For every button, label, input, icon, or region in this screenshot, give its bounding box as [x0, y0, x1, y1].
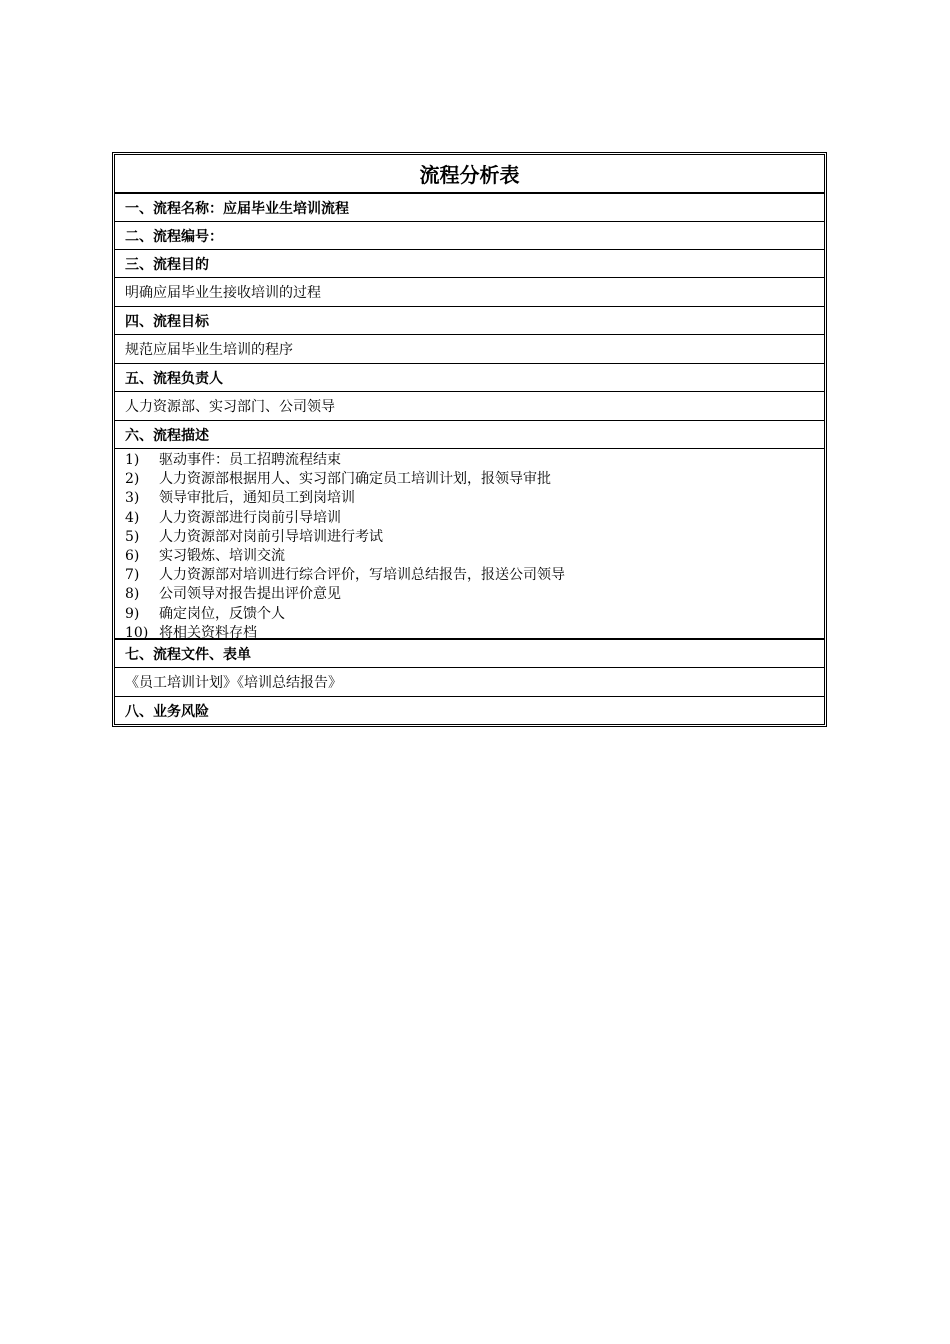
process-owner-content-row	[115, 391, 824, 420]
step-number: 3)	[125, 490, 140, 507]
process-purpose-heading: 三、流程目的	[125, 256, 209, 273]
step-text: 驱动事件：员工招聘流程结束	[159, 452, 341, 468]
list-item	[125, 585, 814, 604]
step-number: 8)	[125, 586, 140, 603]
process-files-heading: 七、流程文件、表单	[125, 646, 251, 663]
step-text: 人力资源部根据用人、实习部门确定员工培训计划，报领导审批	[159, 471, 551, 488]
process-number-row	[115, 221, 824, 249]
list-item	[125, 528, 814, 547]
step-number: 6)	[125, 547, 140, 564]
step-text: 人力资源部进行岗前引导培训	[159, 509, 341, 526]
process-description-row	[115, 420, 824, 448]
process-owner-text: 人力资源部、实习部门、公司领导	[125, 399, 335, 415]
process-owner-heading: 五、流程负责人	[125, 370, 223, 387]
process-name-heading: 一、流程名称：应届毕业生培训流程	[125, 200, 349, 217]
list-item	[125, 547, 814, 566]
business-risk-row	[115, 696, 824, 724]
step-text: 人力资源部对培训进行综合评价，写培训总结报告，报送公司领导	[159, 567, 565, 584]
business-risk-heading: 八、业务风险	[125, 703, 209, 720]
process-purpose-content-row	[115, 277, 824, 306]
process-analysis-table	[112, 152, 827, 727]
step-text: 人力资源部对岗前引导培训进行考试	[159, 528, 383, 545]
list-item	[125, 509, 814, 528]
process-name-row	[115, 193, 824, 221]
list-item	[125, 605, 814, 624]
process-files-content-row	[115, 667, 824, 696]
process-goal-heading: 四、流程目标	[125, 313, 209, 330]
step-number: 9)	[125, 605, 140, 622]
step-text: 公司领导对报告提出评价意见	[159, 586, 341, 603]
process-files-text: 《员工培训计划》《培训总结报告》	[125, 675, 342, 691]
process-goal-content-row	[115, 334, 824, 363]
step-text: 实习锻炼、培训交流	[159, 547, 285, 564]
step-number: 1)	[125, 452, 140, 468]
process-description-heading: 六、流程描述	[125, 427, 209, 444]
process-goal-row	[115, 306, 824, 334]
list-item	[125, 451, 814, 470]
process-purpose-row	[115, 249, 824, 277]
step-number: 7)	[125, 567, 140, 584]
step-number: 2)	[125, 471, 140, 488]
process-purpose-text: 明确应届毕业生接收培训的过程	[125, 285, 321, 301]
process-owner-row	[115, 363, 824, 391]
step-text: 将相关资料存档	[159, 624, 257, 641]
step-text: 领导审批后，通知员工到岗培训	[159, 490, 355, 507]
list-item	[125, 470, 814, 489]
step-number: 10)	[125, 624, 149, 641]
step-text: 确定岗位，反馈个人	[159, 605, 285, 622]
process-goal-text: 规范应届毕业生培训的程序	[125, 342, 293, 358]
table-title-row	[115, 155, 824, 193]
list-item	[125, 566, 814, 585]
step-number: 5)	[125, 528, 140, 545]
page-title: 流程分析表	[419, 163, 520, 187]
process-steps-list	[115, 448, 824, 639]
list-item	[125, 489, 814, 508]
process-files-row	[115, 639, 824, 667]
step-number: 4)	[125, 509, 140, 526]
process-number-heading: 二、流程编号：	[125, 228, 223, 245]
